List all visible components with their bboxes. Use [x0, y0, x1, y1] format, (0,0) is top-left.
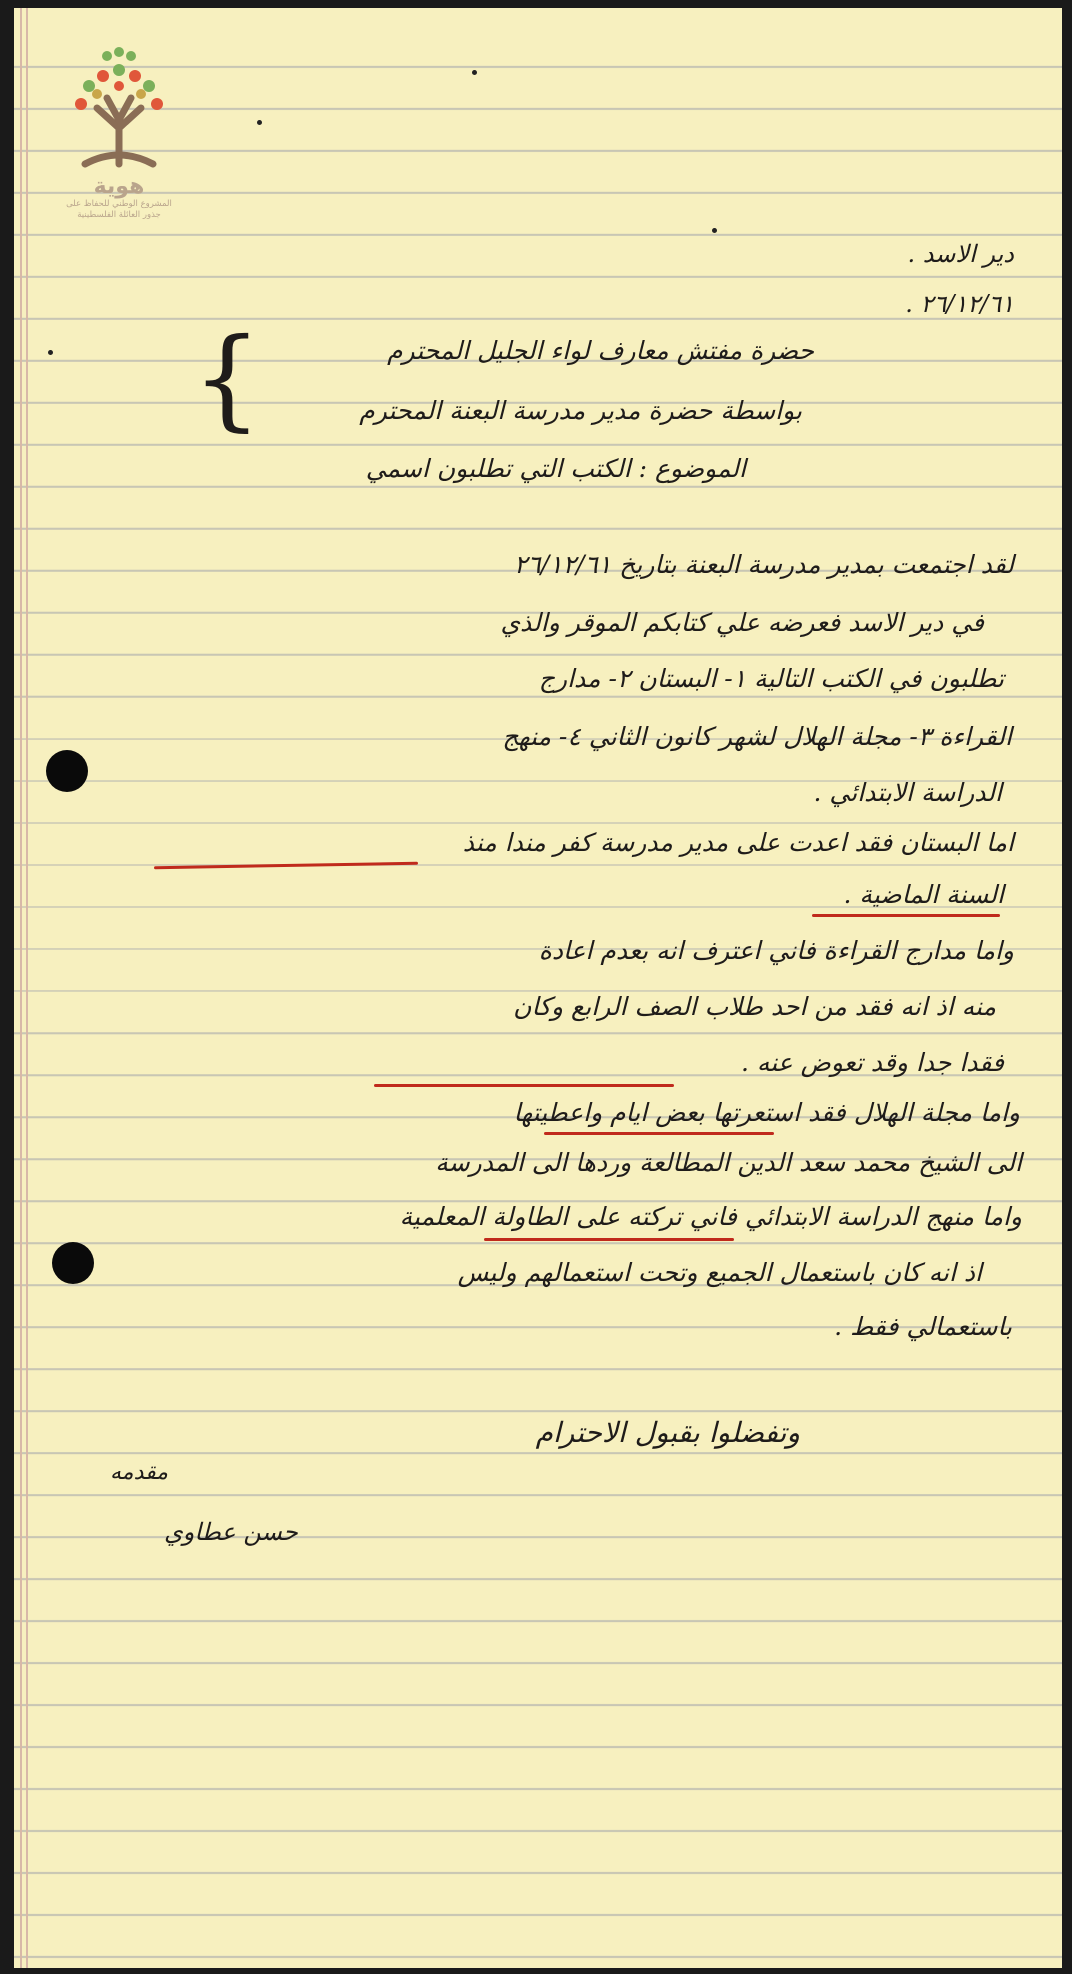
ink-dot — [48, 350, 53, 355]
left-margin-line-2 — [26, 8, 28, 1968]
body-line: تطلبون في الكتب التالية ١- البستان ٢- مدارج — [538, 664, 1004, 693]
recipient-line-1: حضرة مفتش معارف لواء الجليل المحترم — [387, 336, 814, 365]
recipient-line-2: بواسطة حضرة مدير مدرسة البعنة المحترم — [359, 396, 802, 425]
signature-name: حسن عطاوي — [164, 1518, 298, 1546]
punch-hole — [52, 1242, 94, 1284]
letter-sheet — [14, 8, 1062, 1968]
body-line: اذ انه كان باستعمال الجميع وتحت استعمالهم وليس — [457, 1258, 982, 1287]
logo-tagline-1: المشروع الوطني للحفاظ على — [66, 199, 172, 209]
letter-place: دير الاسد . — [907, 240, 1014, 268]
body-line: منه اذ انه فقد من احد طلاب الصف الرابع وكان — [513, 992, 996, 1021]
ink-dot — [472, 70, 477, 75]
red-underline — [374, 1084, 674, 1087]
body-line: الى الشيخ محمد سعد الدين المطالعة وردها الى المدرسة — [435, 1148, 1022, 1177]
address-brace: { — [192, 314, 262, 442]
punch-hole — [46, 750, 88, 792]
letter-subject: الموضوع : الكتب التي تطلبون اسمي — [365, 454, 746, 483]
body-line: الدراسة الابتدائي . — [813, 778, 1002, 807]
body-line: اما البستان فقد اعدت على مدير مدرسة كفر مندا منذ — [462, 828, 1014, 857]
red-underline — [154, 862, 418, 870]
body-line: واما مجلة الهلال فقد استعرتها بعض ايام واعطيتها — [513, 1098, 1020, 1127]
red-underline — [544, 1132, 774, 1135]
body-line: باستعمالي فقط . — [834, 1312, 1012, 1341]
logo-brand: هوية — [93, 174, 145, 199]
red-underline — [484, 1238, 734, 1241]
logo-tagline-2: جذور العائلة الفلسطينية — [77, 210, 161, 220]
ink-dot — [712, 228, 717, 233]
body-line: في دير الاسد فعرضه علي كتابكم الموقر والذي — [500, 608, 984, 637]
left-margin-line — [20, 8, 22, 1968]
body-line: القراءة ٣- مجلة الهلال لشهر كانون الثاني ٤- منهج — [502, 722, 1012, 751]
watermark-logo — [54, 46, 184, 221]
ink-dot — [257, 120, 262, 125]
red-underline — [812, 914, 1000, 917]
signature-label: مقدمه — [110, 1460, 169, 1485]
body-line: السنة الماضية . — [843, 880, 1004, 909]
body-line: فقدا جدا وقد تعوض عنه . — [740, 1048, 1004, 1077]
body-line: واما منهج الدراسة الابتدائي فاني تركته على الطاولة المعلمية — [399, 1202, 1022, 1231]
body-line: لقد اجتمعت بمدير مدرسة البعنة بتاريخ ٢٦/١٢/٦١ — [513, 550, 1014, 579]
body-line: واما مدارج القراءة فاني اعترف انه بعدم اعادة — [538, 936, 1014, 965]
letter-date: ٢٦/١٢/٦١ . — [905, 290, 1014, 318]
letter-closing: وتفضلوا بقبول الاحترام — [535, 1416, 800, 1449]
family-tree-icon — [67, 46, 171, 168]
